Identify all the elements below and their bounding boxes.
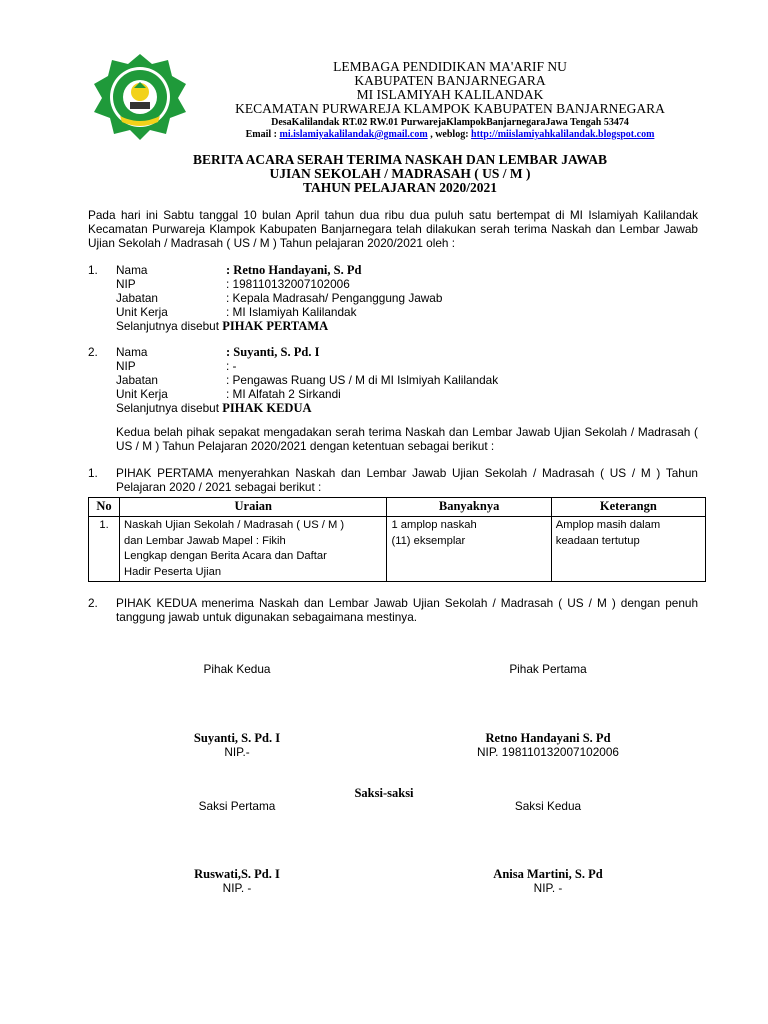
cell-keterangan — [551, 517, 705, 582]
school-name: MI ISLAMIYAH KALILANDAK — [356, 87, 544, 102]
table-header-row — [89, 498, 706, 517]
left-signer-role: Pihak Kedua — [203, 662, 271, 676]
party2-sebut-bold: PIHAK KEDUA — [222, 401, 312, 415]
party2-unit: : MI Alfatah 2 Sirkandi — [226, 387, 341, 401]
party1-nip-label: NIP — [116, 277, 136, 291]
cell-no: 1. — [89, 517, 120, 582]
uraian-line: Hadir Peserta Ujian — [124, 565, 222, 578]
party2-nip: : - — [226, 359, 237, 373]
point1-text: PIHAK PERTAMA menyerahkan Naskah dan Lembar Jawab Ujian Sekolah / Madrasah ( US / M ) Tahun Pelajaran 2020 / 2021 sebagai berikut : — [116, 466, 698, 495]
uraian-line: Lengkap dengan Berita Acara dan Daftar — [124, 550, 327, 562]
left-signer-name: Suyanti, S. Pd. I — [193, 731, 281, 745]
party1-nama-label: Nama — [116, 263, 148, 277]
point2-text: PIHAK KEDUA menerima Naskah dan Lembar Jawab Ujian Sekolah / Madrasah ( US / M ) dengan penuh tanggung jawab untuk digunakan sebagaimana mestinya. — [116, 596, 698, 625]
party2-nip-label: NIP — [116, 359, 136, 373]
witnesses-title: Saksi-saksi — [354, 786, 414, 800]
address-line: DesaKalilandak RT.02 RW.01 PurwarejaKlampokBanjarnegaraJawa Tengah 53474 — [271, 117, 629, 128]
point1-number: 1. — [88, 466, 98, 480]
witness2-role: Saksi Kedua — [514, 799, 582, 813]
uraian-line: Naskah Ujian Sekolah / Madrasah ( US / M ) — [124, 519, 345, 531]
agreement-paragraph: Kedua belah pihak sepakat mengadakan serah terima Naskah dan Lembar Jawab Ujian Sekolah / Madrasah ( US / M ) Tahun Pelajaran 2020/2021 dengan ketentuan sebagai berikut : — [116, 425, 698, 454]
items-table — [88, 497, 706, 582]
party1-unit-label: Unit Kerja — [116, 305, 168, 319]
witness2-nip: NIP. - — [533, 881, 563, 895]
banyaknya-line: 1 amplop naskah — [391, 519, 477, 531]
right-signer-name: Retno Handayani S. Pd — [485, 731, 611, 745]
party2-number: 2. — [88, 345, 98, 359]
cell-uraian — [120, 517, 387, 582]
party2-unit-label: Unit Kerja — [116, 387, 168, 401]
district-line: KECAMATAN PURWAREJA KLAMPOK KABUPATEN BANJARNEGARA — [235, 101, 665, 116]
party1-unit: : MI Islamiyah Kalilandak — [226, 305, 357, 319]
document-title-line3: TAHUN PELAJARAN 2020/2021 — [302, 180, 497, 195]
party2-designation — [116, 401, 312, 415]
keterangan-line: Amplop masih dalam — [555, 519, 661, 531]
party1-nama: : Retno Handayani, S. Pd — [226, 263, 362, 277]
party1-sebut-bold: PIHAK PERTAMA — [222, 319, 329, 333]
cell-banyaknya — [387, 517, 551, 582]
banyaknya-line: (11) eksemplar — [391, 534, 466, 547]
witness2-name: Anisa Martini, S. Pd — [493, 867, 603, 881]
school-logo-icon — [90, 52, 190, 140]
uraian-line: dan Lembar Jawab Mapel : Fikih — [124, 534, 286, 547]
header-no: No — [89, 498, 120, 517]
party2-jabatan: : Pengawas Ruang US / M di MI Islmiyah Kalilandak — [226, 373, 499, 387]
party2-nama: : Suyanti, S. Pd. I — [226, 345, 320, 359]
party1-designation — [116, 319, 328, 333]
email-label: Email : — [245, 129, 277, 140]
weblog-link[interactable]: http://miislamiyahkalilandak.blogspot.com — [471, 129, 655, 140]
contact-line — [180, 127, 720, 143]
institution-name: LEMBAGA PENDIDIKAN MA'ARIF NU — [333, 59, 567, 74]
party2-sebut: Selanjutnya disebut — [116, 401, 219, 415]
regency-name: KABUPATEN BANJARNEGARA — [354, 73, 546, 88]
table-row — [89, 517, 706, 582]
header-keterangan: Keterangn — [551, 498, 705, 517]
witness1-nip: NIP. - — [222, 881, 252, 895]
intro-paragraph: Pada hari ini Sabtu tanggal 10 bulan April tahun dua ribu dua puluh satu bertempat di MI Islamiyah Kalilandak Kecamatan Purwareja Klampok Kabupaten Banjarnegara telah dilakukan serah terima Naskah dan Lembar Jawab Ujian Sekolah / Madrasah ( US / M ) Tahun pelajaran 2020/2021 oleh : — [88, 208, 698, 251]
point2-number: 2. — [88, 596, 98, 610]
document-title-line2: UJIAN SEKOLAH / MADRASAH ( US / M ) — [269, 166, 531, 181]
party1-sebut: Selanjutnya disebut — [116, 319, 219, 333]
party2-jabatan-label: Jabatan — [116, 373, 158, 387]
left-signer-nip: NIP.- — [224, 745, 250, 759]
document-title-line1: BERITA ACARA SERAH TERIMA NASKAH DAN LEMBAR JAWAB — [193, 152, 607, 167]
party2-nama-label: Nama — [116, 345, 148, 359]
keterangan-line: keadaan tertutup — [555, 534, 640, 547]
email-link[interactable]: mi.islamiyakalilandak@gmail.com — [279, 129, 428, 140]
party1-jabatan-label: Jabatan — [116, 291, 158, 305]
header-banyaknya: Banyaknya — [387, 498, 551, 517]
witness1-role: Saksi Pertama — [198, 799, 276, 813]
right-signer-nip: NIP. 198110132007102006 — [477, 745, 619, 759]
party1-number: 1. — [88, 263, 98, 277]
weblog-label: , weblog: — [430, 129, 469, 140]
party1-nip: : 198110132007102006 — [226, 277, 350, 291]
right-signer-role: Pihak Pertama — [509, 662, 587, 676]
header-uraian: Uraian — [120, 498, 387, 517]
witness1-name: Ruswati,S. Pd. I — [194, 867, 280, 881]
party1-jabatan: : Kepala Madrasah/ Penganggung Jawab — [226, 291, 443, 305]
